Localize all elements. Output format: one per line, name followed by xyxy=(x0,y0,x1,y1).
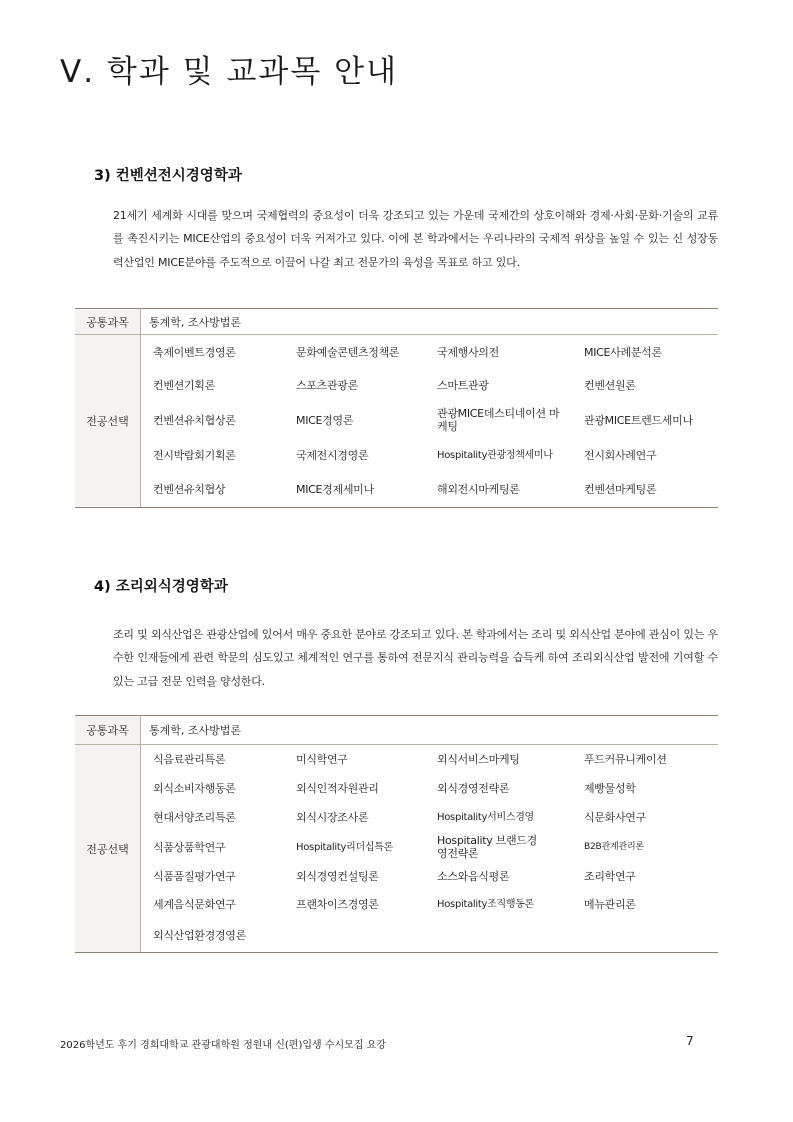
common-courses-list: 통계학, 조사방법론 xyxy=(141,716,719,745)
course-cell: 프랜차이즈경영론 xyxy=(296,898,379,911)
course-cell: 축제이벤트경영론 xyxy=(153,345,236,359)
course-cell: 세계음식문화연구 xyxy=(153,898,236,911)
course-cell: 외식경영컨설팅론 xyxy=(296,870,379,883)
course-cell: 관광MICE데스티네이션 마케팅 xyxy=(437,407,560,433)
page-number: 7 xyxy=(686,1034,694,1048)
table-row xyxy=(75,919,718,953)
course-cell: MICE경영론 xyxy=(296,413,354,427)
course-cell: 소스와음식평론 xyxy=(437,870,510,883)
course-cell: 현대서양조리특론 xyxy=(153,810,236,824)
course-cell: 관광MICE트렌드세미나 xyxy=(584,413,693,427)
course-cell: 외식인적자원관리 xyxy=(296,781,379,795)
footer-text: 2026학년도 후기 경희대학교 관광대학원 정원내 신(편)입생 수시모집 요강 xyxy=(60,1040,386,1051)
table-row xyxy=(75,472,718,508)
course-cell: Hospitality조직행동론 xyxy=(437,899,534,910)
table-row xyxy=(75,335,718,370)
course-cell: 컨벤션유치협상 xyxy=(141,472,297,508)
table-row xyxy=(75,803,718,832)
course-cell: 컨벤션기획론 xyxy=(153,379,215,392)
course-cell: 문화예술콘텐츠정책론 xyxy=(296,345,400,359)
course-cell xyxy=(437,919,584,953)
section-description-culinary: 조리 및 외식산업은 관광산업에 있어서 매우 중요한 분야로 강조되고 있다. 본 학과에서는 조리 및 외식산업 분야에 관심이 있는 우수한 인재들에게 관련 학문의 심도있고 체계적인 연구를 통하여 전문지식 관리능력을 습득케 하여 조리외식산업 발전에 기여할 수 있는 고급 전문 인력을 양성한다. xyxy=(113,628,718,688)
major-elective-label: 전공선택 xyxy=(75,745,141,953)
course-cell: Hospitality 브랜드경영전략론 xyxy=(437,834,537,860)
table-row xyxy=(75,832,718,863)
course-cell: 외식시장조사론 xyxy=(296,810,369,824)
major-elective-label: 전공선택 xyxy=(75,335,141,508)
table-row xyxy=(75,863,718,891)
course-cell: 스마트관광 xyxy=(437,379,489,392)
curriculum-table-convention xyxy=(75,308,718,508)
course-cell: 전시회사례연구 xyxy=(584,448,657,462)
course-cell: 전시박람회기획론 xyxy=(153,448,236,462)
course-cell: 미식학연구 xyxy=(296,752,348,766)
course-cell: 외식경영전략론 xyxy=(437,781,510,795)
course-cell: 컨벤션유치협상론 xyxy=(153,413,236,427)
course-cell: 스포츠관광론 xyxy=(296,379,358,392)
course-cell: 제빵물성학 xyxy=(584,781,636,795)
section-description-convention: 21세기 세계화 시대를 맞으며 국제협력의 중요성이 더욱 강조되고 있는 가운데 국제간의 상호이해와 경제·사회·문화·기술의 교류를 촉진시키는 MICE산업의 중요성이 더욱 커져가고 있다. 이에 본 학과에서는 우리나라의 국제적 위상을 높일 수 있는 신 성장동력산업인 MICE분야를 주도적으로 이끌어 나갈 최고 전문가의 육성을 목표로 하고 있다. xyxy=(113,209,718,269)
course-cell: Hospitality리더십특론 xyxy=(296,841,393,853)
common-courses-row xyxy=(75,309,718,335)
course-cell: Hospitality서비스경영 xyxy=(437,811,534,823)
table-row xyxy=(75,891,718,919)
course-cell: 컨벤션원론 xyxy=(584,379,636,392)
course-cell: 식품상품학연구 xyxy=(153,840,226,854)
course-cell: 해외전시마케팅론 xyxy=(437,472,584,508)
course-cell: 푸드커뮤니케이션 xyxy=(584,752,667,766)
course-cell: 식음료관리특론 xyxy=(153,752,226,766)
table-row xyxy=(75,402,718,439)
table-row xyxy=(75,774,718,803)
course-cell: MICE경제세미나 xyxy=(296,472,437,508)
course-cell: 외식산업환경경영론 xyxy=(141,919,297,953)
course-cell: 국제행사의전 xyxy=(437,345,499,359)
section-title-convention: 3) 컨벤션전시경영학과 xyxy=(94,168,242,184)
chapter-title: Ⅴ. 학과 및 교과목 안내 xyxy=(60,54,399,90)
course-cell: 식문화사연구 xyxy=(584,810,646,824)
course-cell: MICE사례분석론 xyxy=(584,345,662,359)
course-cell xyxy=(296,919,437,953)
table-row xyxy=(75,370,718,402)
common-courses-label: 공통과목 xyxy=(75,716,141,745)
common-courses-row xyxy=(75,716,718,745)
course-cell: 외식서비스마케팅 xyxy=(437,752,520,766)
course-cell: 조리학연구 xyxy=(584,870,636,883)
course-cell: 식품품질평가연구 xyxy=(153,870,236,883)
course-cell: 컨벤션마케팅론 xyxy=(584,472,718,508)
course-cell: B2B관계관리론 xyxy=(584,841,644,852)
course-cell: 국제전시경영론 xyxy=(296,448,369,462)
table-row xyxy=(75,439,718,472)
curriculum-table-culinary xyxy=(75,715,718,953)
course-cell: 메뉴관리론 xyxy=(584,898,636,911)
common-courses-label: 공통과목 xyxy=(75,309,141,335)
course-cell: Hospitality관광정책세미나 xyxy=(437,449,553,461)
table-row xyxy=(75,745,718,774)
course-cell: 외식소비자행동론 xyxy=(153,781,236,795)
course-cell xyxy=(584,919,718,953)
section-title-culinary: 4) 조리외식경영학과 xyxy=(94,579,228,595)
common-courses-list: 통계학, 조사방법론 xyxy=(141,309,719,335)
